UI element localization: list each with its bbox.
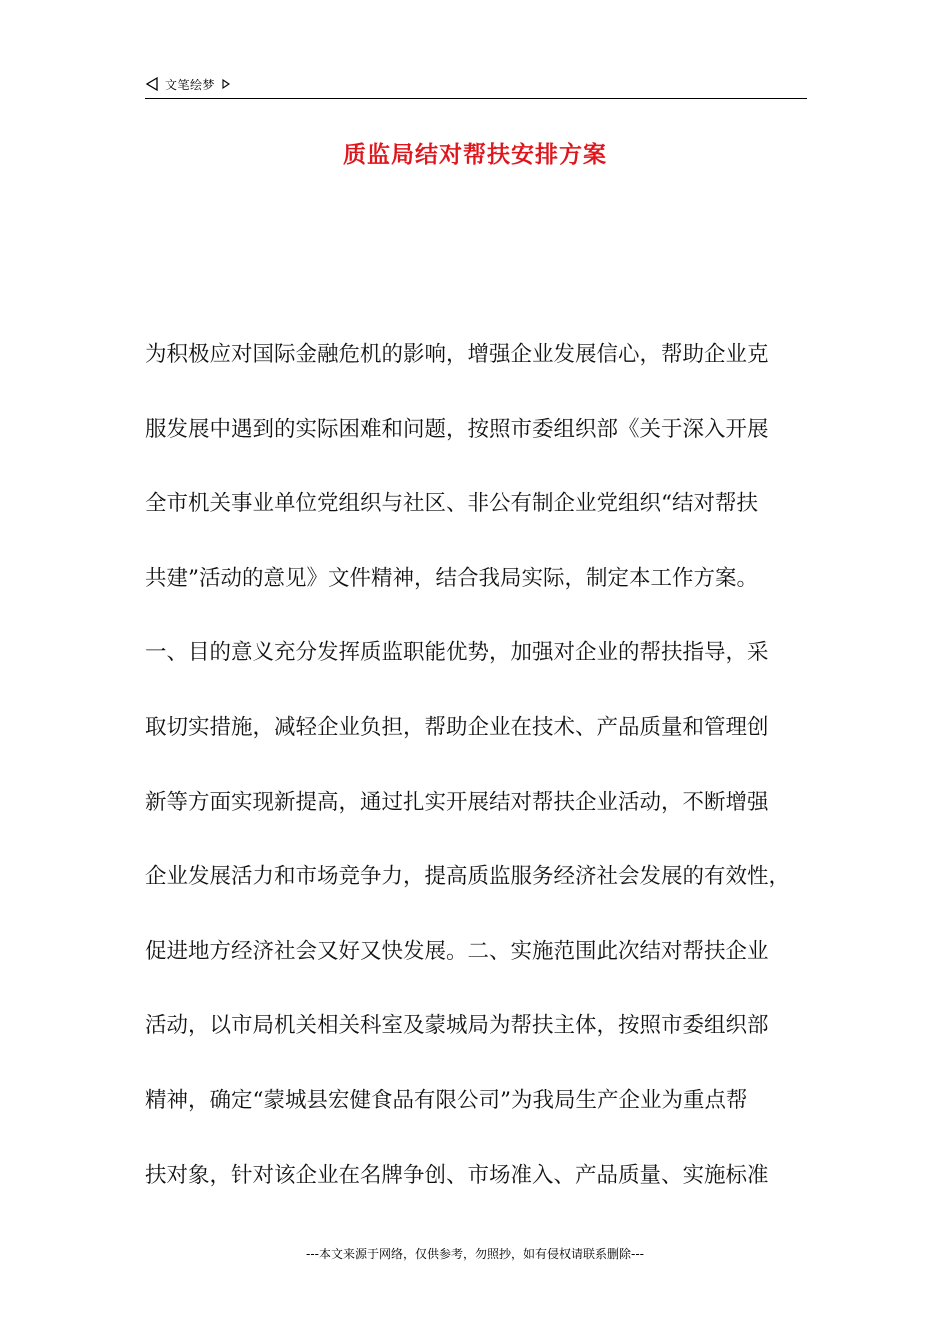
triangle-left-icon	[145, 76, 159, 92]
body-line: 共建”活动的意见》文件精神，结合我局实际，制定本工作方案。	[145, 565, 758, 591]
body-line: 服发展中遇到的实际困难和问题，按照市委组织部《关于深入开展	[145, 416, 769, 442]
body-line: 活动，以市局机关相关科室及蒙城局为帮扶主体，按照市委组织部	[145, 1013, 769, 1039]
body-line: 新等方面实现新提高，通过扎实开展结对帮扶企业活动，不断增强	[145, 789, 769, 815]
page-header	[145, 74, 807, 99]
triangle-right-icon	[221, 78, 231, 90]
body-line: 促进地方经济社会又好又快发展。二、实施范围此次结对帮扶企业	[145, 938, 769, 964]
document-body	[145, 318, 825, 1213]
body-line: 精神，确定“蒙城县宏健食品有限公司”为我局生产企业为重点帮	[145, 1087, 748, 1113]
body-line: 企业发展活力和市场竞争力，提高质监服务经济社会发展的有效性，	[145, 864, 791, 890]
body-line: 全市机关事业单位党组织与社区、非公有制企业党组织“结对帮扶	[145, 491, 758, 517]
body-line: 取切实措施，减轻企业负担，帮助企业在技术、产品质量和管理创	[145, 714, 769, 740]
body-line: 扶对象，针对该企业在名牌争创、市场准入、产品质量、实施标准	[145, 1162, 769, 1188]
document-title: 质监局结对帮扶安排方案	[343, 142, 607, 168]
body-line: 一、目的意义充分发挥质监职能优势，加强对企业的帮扶指导，采	[145, 640, 769, 666]
body-line: 为积极应对国际金融危机的影响，增强企业发展信心，帮助企业克	[145, 342, 769, 367]
footer-notice: ---本文来源于网络，仅供参考，勿照抄，如有侵权请联系删除---	[306, 1247, 644, 1261]
header-brand	[145, 74, 231, 94]
brand-name: 文笔绘梦	[165, 77, 216, 92]
